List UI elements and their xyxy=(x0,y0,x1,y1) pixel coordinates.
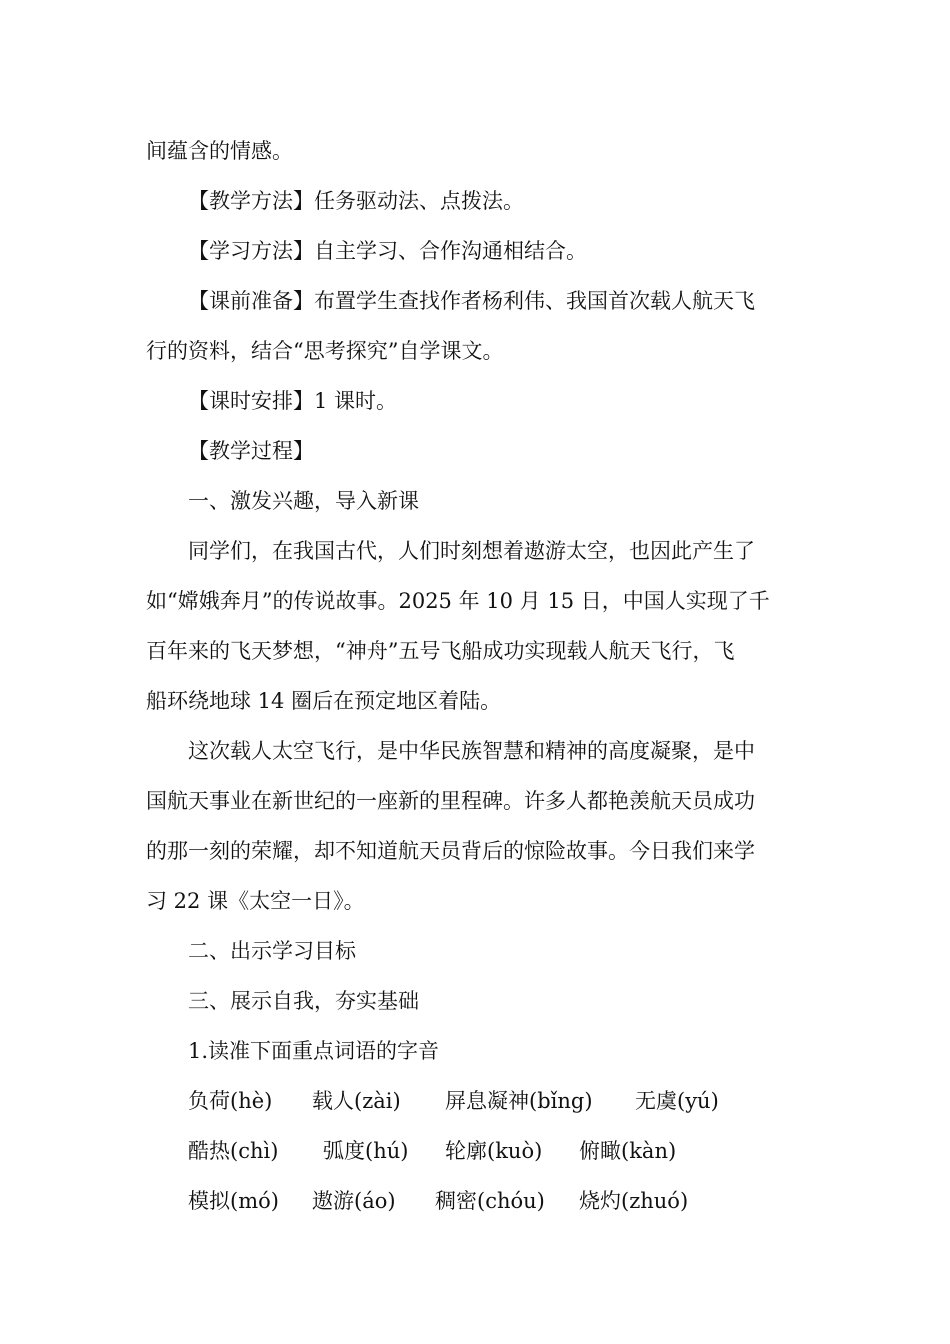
paragraph-line: 百年来的飞天梦想，“神舟”五号飞船成功实现载人航天飞行，飞 xyxy=(146,639,735,663)
vocab-item: 烧灼(zhuó) xyxy=(579,1189,689,1213)
process-heading: 【教学过程】 xyxy=(188,439,314,463)
section-heading-3: 三、展示自我，夯实基础 xyxy=(188,989,419,1013)
vocab-item: 屏息凝神(bǐng) xyxy=(445,1089,593,1113)
paragraph-line: 间蕴含的情感。 xyxy=(146,139,293,163)
vocab-item: 模拟(mó) xyxy=(188,1189,279,1213)
teaching-method-line: 【教学方法】任务驱动法、点拨法。 xyxy=(188,189,524,213)
vocab-item: 俯瞰(kàn) xyxy=(579,1139,677,1163)
paragraph-line: 这次载人太空飞行，是中华民族智慧和精神的高度凝聚，是中 xyxy=(188,739,755,763)
paragraph-line: 的那一刻的荣耀，却不知道航天员背后的惊险故事。今日我们来学 xyxy=(146,839,755,863)
section-heading-2: 二、出示学习目标 xyxy=(188,939,356,963)
preparation-line-cont: 行的资料，结合“思考探究”自学课文。 xyxy=(146,339,504,363)
vocab-item: 轮廓(kuò) xyxy=(445,1139,543,1163)
paragraph-line: 如“嫦娥奔月”的传说故事。2025 年 10 月 15 日，中国人实现了千 xyxy=(146,589,770,613)
paragraph-line: 习 22 课《太空一日》。 xyxy=(146,889,365,913)
paragraph-line: 同学们，在我国古代，人们时刻想着遨游太空，也因此产生了 xyxy=(188,539,755,563)
preparation-line: 【课前准备】布置学生查找作者杨利伟、我国首次载人航天飞 xyxy=(188,289,755,313)
section-heading-1: 一、激发兴趣，导入新课 xyxy=(188,489,419,513)
vocab-item: 载人(zài) xyxy=(312,1089,401,1113)
learning-method-line: 【学习方法】自主学习、合作沟通相结合。 xyxy=(188,239,587,263)
vocab-item: 无虞(yú) xyxy=(635,1089,719,1113)
schedule-line: 【课时安排】1 课时。 xyxy=(188,389,398,413)
vocab-item: 酷热(chì) xyxy=(188,1139,279,1163)
paragraph-line: 船环绕地球 14 圈后在预定地区着陆。 xyxy=(146,689,502,713)
task-heading: 1.读准下面重点词语的字音 xyxy=(188,1039,440,1063)
vocab-item: 遨游(áo) xyxy=(312,1189,396,1213)
vocab-item: 负荷(hè) xyxy=(188,1089,273,1113)
vocab-item: 弧度(hú) xyxy=(323,1139,409,1163)
paragraph-line: 国航天事业在新世纪的一座新的里程碑。许多人都艳羡航天员成功 xyxy=(146,789,755,813)
vocab-item: 稠密(chóu) xyxy=(435,1189,545,1213)
